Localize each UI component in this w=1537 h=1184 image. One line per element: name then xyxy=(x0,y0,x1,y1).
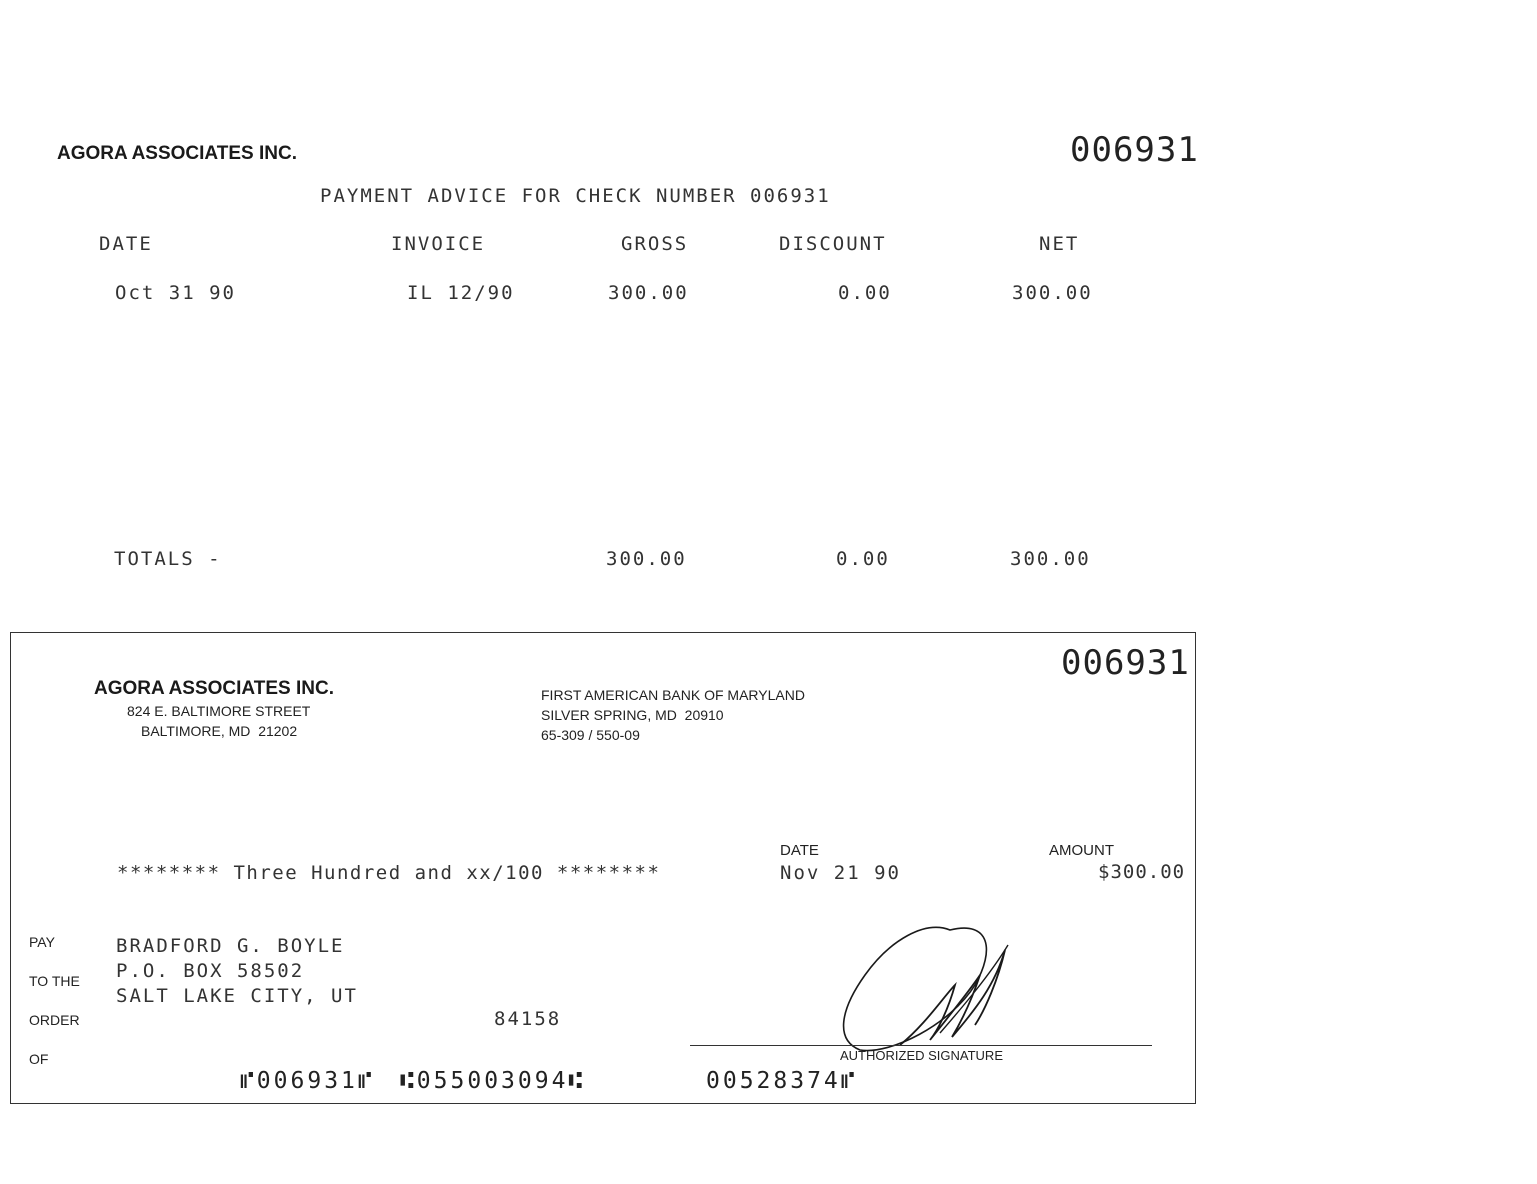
pay-label-line: OF xyxy=(29,1051,49,1067)
payee-name: BRADFORD G. BOYLE xyxy=(116,935,345,957)
check-address-line2: BALTIMORE, MD 21202 xyxy=(141,723,298,739)
micr-routing-number: ⑆055003094⑆ xyxy=(400,1068,586,1094)
signature-line xyxy=(690,1045,1152,1046)
pay-label-line: TO THE xyxy=(29,973,80,989)
totals-net: 300.00 xyxy=(1010,548,1091,570)
row-net: 300.00 xyxy=(1012,282,1093,304)
payee-city: SALT LAKE CITY, UT xyxy=(116,985,358,1007)
routing-fraction: 65-309 / 550-09 xyxy=(541,727,640,743)
check-amount: $300.00 xyxy=(1098,861,1186,883)
row-discount: 0.00 xyxy=(838,282,892,304)
pay-label-line: PAY xyxy=(29,934,55,950)
payee-address: P.O. BOX 58502 xyxy=(116,960,305,982)
pay-label-line: ORDER xyxy=(29,1012,80,1028)
totals-label: TOTALS - xyxy=(114,548,222,570)
signature-scribble xyxy=(830,915,1020,1055)
bank-city: SILVER SPRING, MD 20910 xyxy=(541,707,724,723)
bank-name: FIRST AMERICAN BANK OF MARYLAND xyxy=(541,687,805,703)
advice-check-number: 006931 xyxy=(1070,130,1199,170)
payee-zip: 84158 xyxy=(494,1008,562,1030)
column-header-net: NET xyxy=(1039,233,1080,255)
check-company-name: AGORA ASSOCIATES INC. xyxy=(94,678,334,699)
authorized-signature-label: AUTHORIZED SIGNATURE xyxy=(840,1048,1003,1063)
check-number: 006931 xyxy=(1061,643,1190,683)
totals-gross: 300.00 xyxy=(606,548,687,570)
column-header-gross: GROSS xyxy=(621,233,689,255)
check-address-line1: 824 E. BALTIMORE STREET xyxy=(127,703,311,719)
check-date: Nov 21 90 xyxy=(780,862,901,884)
row-gross: 300.00 xyxy=(608,282,689,304)
row-invoice: IL 12/90 xyxy=(407,282,515,304)
amount-in-words: ******** Three Hundred and xx/100 ******** xyxy=(117,862,661,884)
advice-title: PAYMENT ADVICE FOR CHECK NUMBER 006931 xyxy=(320,185,831,207)
amount-label: AMOUNT xyxy=(1049,842,1114,859)
pay-to-label xyxy=(29,910,80,1079)
micr-check-number: ⑈006931⑈ xyxy=(240,1068,375,1094)
column-header-discount: DISCOUNT xyxy=(779,233,887,255)
column-header-date: DATE xyxy=(99,233,153,255)
advice-company-name: AGORA ASSOCIATES INC. xyxy=(57,143,297,164)
date-label: DATE xyxy=(780,842,819,859)
micr-account-number: 00528374⑈ xyxy=(706,1068,858,1094)
row-date: Oct 31 90 xyxy=(115,282,236,304)
column-header-invoice: INVOICE xyxy=(391,233,486,255)
totals-discount: 0.00 xyxy=(836,548,890,570)
